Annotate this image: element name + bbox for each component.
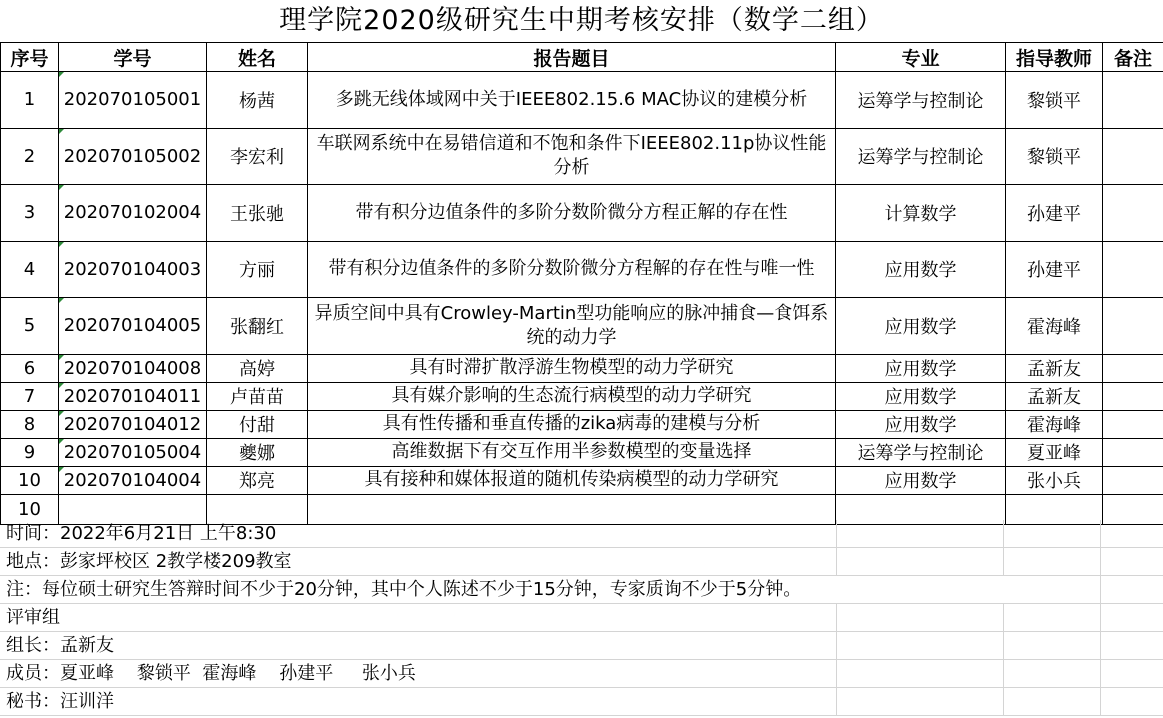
student-id-cell[interactable]: 202070104003 <box>59 241 207 298</box>
name-cell[interactable]: 李宏利 <box>207 128 308 185</box>
student-id-cell[interactable]: 202070104008 <box>59 354 207 382</box>
major-cell[interactable]: 运筹学与控制论 <box>836 72 1006 129</box>
remark-cell[interactable] <box>1103 382 1163 410</box>
name-cell[interactable]: 夔娜 <box>207 438 308 466</box>
table-row <box>1 298 1163 355</box>
table-row <box>1 354 1163 382</box>
major-cell[interactable]: 应用数学 <box>836 382 1006 410</box>
advisor-cell[interactable]: 孙建平 <box>1006 185 1103 242</box>
footer-row[interactable] <box>0 688 1163 716</box>
major-cell[interactable]: 计算数学 <box>836 185 1006 242</box>
page-title: 理学院2020级研究生中期考核安排（数学二组） <box>279 5 884 36</box>
table-row <box>1 185 1163 242</box>
header-remark[interactable]: 备注 <box>1103 43 1163 72</box>
remark-cell[interactable] <box>1103 185 1163 242</box>
topic-cell[interactable]: 车联网系统中在易错信道和不饱和条件下IEEE802.11p协议性能分析 <box>308 128 836 185</box>
topic-cell[interactable]: 具有时滞扩散浮游生物模型的动力学研究 <box>308 354 836 382</box>
student-id-cell[interactable]: 202070105002 <box>59 128 207 185</box>
footer-notes <box>0 520 1163 716</box>
header-major[interactable]: 专业 <box>836 43 1006 72</box>
advisor-cell[interactable]: 黎锁平 <box>1006 72 1103 129</box>
major-cell[interactable]: 应用数学 <box>836 354 1006 382</box>
seq-cell[interactable]: 3 <box>1 185 59 242</box>
seq-cell[interactable]: 1 <box>1 72 59 129</box>
name-cell[interactable]: 郑亮 <box>207 466 308 494</box>
footer-row[interactable] <box>0 548 1163 576</box>
table-row <box>1 241 1163 298</box>
advisor-cell[interactable]: 孙建平 <box>1006 241 1103 298</box>
header-name[interactable]: 姓名 <box>207 43 308 72</box>
topic-cell[interactable]: 异质空间中具有Crowley-Martin型功能响应的脉冲捕食—食饵系统的动力学 <box>308 298 836 355</box>
remark-cell[interactable] <box>1103 354 1163 382</box>
advisor-cell[interactable]: 霍海峰 <box>1006 410 1103 438</box>
panel-text: 评审组 <box>6 607 60 628</box>
seq-cell[interactable]: 7 <box>1 382 59 410</box>
footer-row[interactable] <box>0 604 1163 632</box>
student-id-cell[interactable]: 202070105004 <box>59 438 207 466</box>
header-advisor[interactable]: 指导教师 <box>1006 43 1103 72</box>
name-cell[interactable]: 付甜 <box>207 410 308 438</box>
seq-cell[interactable]: 6 <box>1 354 59 382</box>
footer-row[interactable] <box>0 576 1163 604</box>
remark-cell[interactable] <box>1103 466 1163 494</box>
leader-text: 组长：孟新友 <box>6 635 114 656</box>
table-row <box>1 466 1163 494</box>
table-row <box>1 72 1163 129</box>
seq-cell[interactable]: 4 <box>1 241 59 298</box>
major-cell[interactable]: 应用数学 <box>836 410 1006 438</box>
advisor-cell[interactable]: 黎锁平 <box>1006 128 1103 185</box>
topic-cell[interactable]: 高维数据下有交互作用半参数模型的变量选择 <box>308 438 836 466</box>
advisor-cell[interactable]: 夏亚峰 <box>1006 438 1103 466</box>
members-text: 成员：夏亚峰 黎锁平 霍海峰 孙建平 张小兵 <box>6 663 416 684</box>
remark-cell[interactable] <box>1103 410 1163 438</box>
topic-cell[interactable]: 具有接种和媒体报道的随机传染病模型的动力学研究 <box>308 466 836 494</box>
seq-cell[interactable]: 10 <box>1 466 59 494</box>
seq-cell[interactable]: 8 <box>1 410 59 438</box>
student-id-cell[interactable]: 202070104012 <box>59 410 207 438</box>
note-text: 注：每位硕士研究生答辩时间不少于20分钟，其中个人陈述不少于15分钟，专家质询不少于5分钟。 <box>6 579 802 600</box>
table-row <box>1 128 1163 185</box>
major-cell[interactable]: 应用数学 <box>836 298 1006 355</box>
student-id-cell[interactable]: 202070102004 <box>59 185 207 242</box>
seq-cell[interactable]: 9 <box>1 438 59 466</box>
major-cell[interactable]: 应用数学 <box>836 241 1006 298</box>
remark-cell[interactable] <box>1103 438 1163 466</box>
footer-row[interactable] <box>0 660 1163 688</box>
table-row <box>1 438 1163 466</box>
header-row <box>1 43 1163 72</box>
advisor-cell[interactable]: 霍海峰 <box>1006 298 1103 355</box>
time-text: 时间：2022年6月21日 上午8:30 <box>6 523 277 544</box>
secretary-text: 秘书：汪训洋 <box>6 691 114 712</box>
name-cell[interactable]: 方丽 <box>207 241 308 298</box>
remark-cell[interactable] <box>1103 128 1163 185</box>
table-row <box>1 410 1163 438</box>
topic-cell[interactable]: 带有积分边值条件的多阶分数阶微分方程正解的存在性 <box>308 185 836 242</box>
topic-cell[interactable]: 带有积分边值条件的多阶分数阶微分方程解的存在性与唯一性 <box>308 241 836 298</box>
name-cell[interactable]: 杨茜 <box>207 72 308 129</box>
topic-cell[interactable]: 具有媒介影响的生态流行病模型的动力学研究 <box>308 382 836 410</box>
topic-cell[interactable]: 具有性传播和垂直传播的zika病毒的建模与分析 <box>308 410 836 438</box>
remark-cell[interactable] <box>1103 241 1163 298</box>
schedule-table <box>0 42 1163 525</box>
seq-cell[interactable]: 2 <box>1 128 59 185</box>
major-cell[interactable]: 应用数学 <box>836 466 1006 494</box>
header-seq[interactable]: 序号 <box>1 43 59 72</box>
major-cell[interactable]: 运筹学与控制论 <box>836 438 1006 466</box>
name-cell[interactable]: 王张驰 <box>207 185 308 242</box>
student-id-cell[interactable]: 202070104011 <box>59 382 207 410</box>
student-id-cell[interactable]: 202070105001 <box>59 72 207 129</box>
advisor-cell[interactable]: 孟新友 <box>1006 354 1103 382</box>
name-cell[interactable]: 高婷 <box>207 354 308 382</box>
major-cell[interactable]: 运筹学与控制论 <box>836 128 1006 185</box>
name-cell[interactable]: 张翻红 <box>207 298 308 355</box>
name-cell[interactable]: 卢苗苗 <box>207 382 308 410</box>
advisor-cell[interactable]: 孟新友 <box>1006 382 1103 410</box>
remark-cell[interactable] <box>1103 298 1163 355</box>
remark-cell[interactable] <box>1103 72 1163 129</box>
location-text: 地点：彭家坪校区 2教学楼209教室 <box>6 551 292 572</box>
student-id-cell[interactable]: 202070104004 <box>59 466 207 494</box>
header-topic[interactable]: 报告题目 <box>308 43 836 72</box>
total-count-cell[interactable]: 10 <box>1 494 59 524</box>
table-row <box>1 382 1163 410</box>
seq-cell[interactable]: 5 <box>1 298 59 355</box>
student-id-cell[interactable]: 202070104005 <box>59 298 207 355</box>
topic-cell[interactable]: 多跳无线体域网中关于IEEE802.15.6 MAC协议的建模分析 <box>308 72 836 129</box>
advisor-cell[interactable]: 张小兵 <box>1006 466 1103 494</box>
footer-row[interactable] <box>0 520 1163 548</box>
header-student-id[interactable]: 学号 <box>59 43 207 72</box>
footer-row[interactable] <box>0 632 1163 660</box>
